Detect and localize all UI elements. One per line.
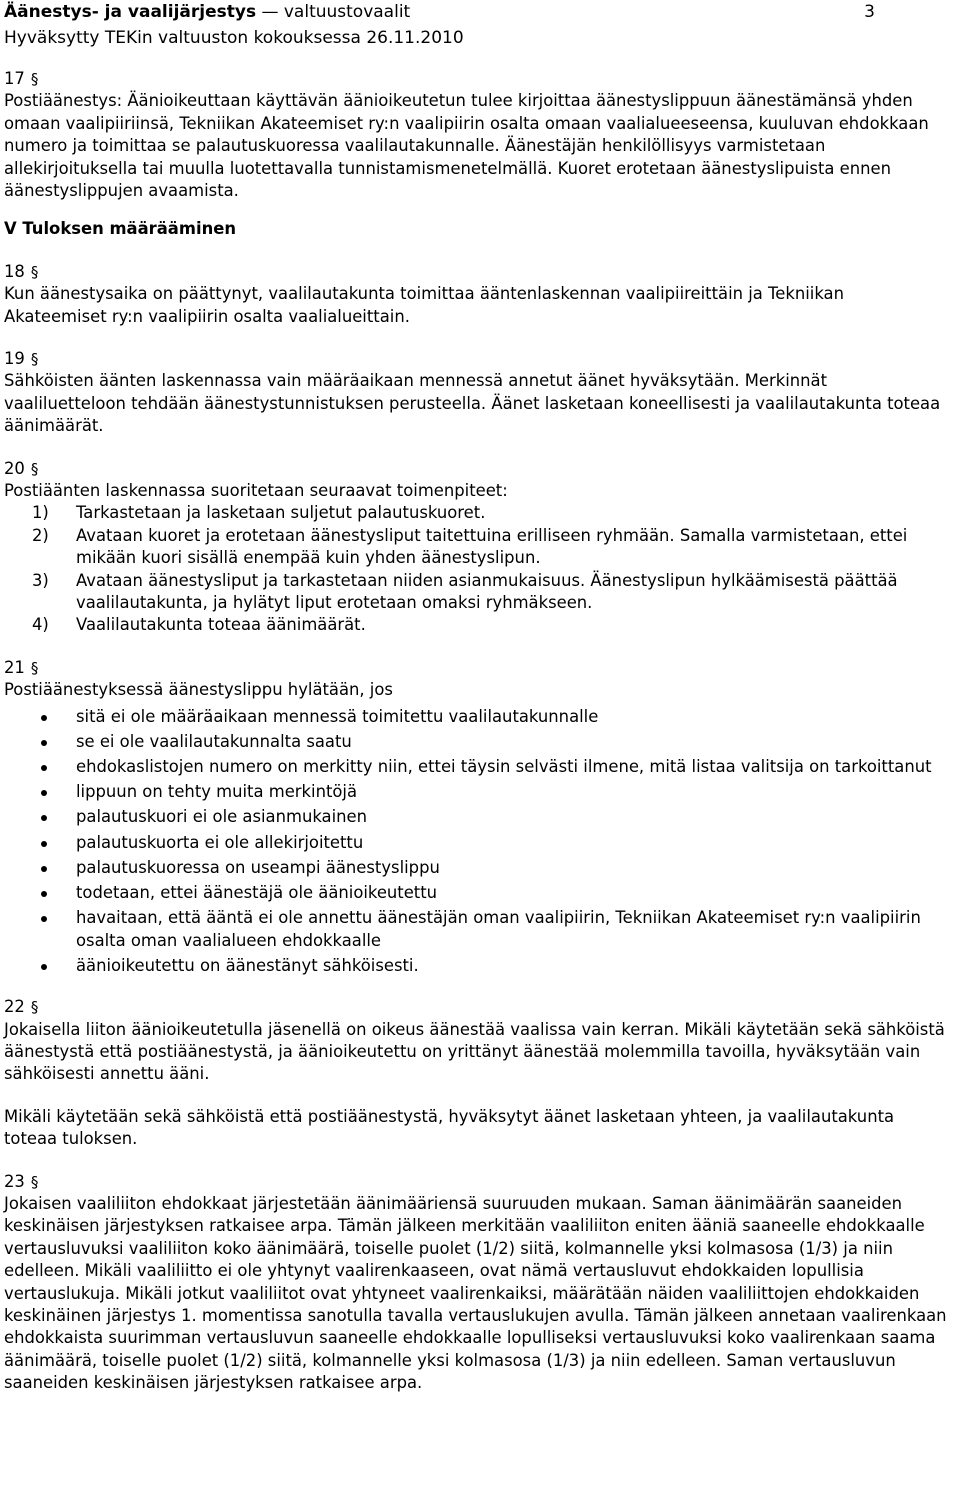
title-suffix: — valtuustovaalit (256, 2, 411, 22)
section-number (4, 261, 950, 283)
list-item (4, 570, 950, 615)
section-number-text: 21 (4, 657, 25, 677)
bullet-dot-icon (41, 916, 47, 922)
section-number-text: 22 (4, 997, 25, 1017)
bullet-item (4, 857, 950, 879)
list-item (4, 614, 950, 636)
item-number: 2) (32, 525, 49, 545)
bullet-dot-icon (41, 740, 47, 746)
bullet-text: palautuskuoressa on useampi äänestyslippu (76, 857, 440, 877)
bullet-text: se ei ole vaalilautakunnalta saatu (76, 731, 352, 751)
section-number (4, 68, 950, 90)
section-number-text: 17 (4, 69, 25, 88)
bullet-dot-icon (41, 866, 47, 872)
bullet-item (4, 781, 950, 803)
document-title (4, 1, 410, 23)
section-number (4, 996, 950, 1018)
title-main: Äänestys- ja vaalijärjestys (4, 2, 257, 22)
section-text: Sähköisten äänten laskennassa vain määräaikaan mennessä annetut äänet hyväksytään. Merkinnät vaaliluetteloon tehdään äänestystunnistuksen perusteella. Äänet lasketaan koneellisesti ja vaalilautakunta toteaa äänimäärät. (4, 371, 941, 436)
section-18 (4, 261, 950, 328)
item-text: Vaalilautakunta toteaa äänimäärät. (76, 615, 366, 635)
section-number (4, 348, 950, 370)
section-number (4, 458, 950, 480)
bullet-item (4, 832, 950, 854)
document-page (4, 0, 950, 1395)
bullet-dot-icon (41, 841, 47, 847)
bullet-dot-icon (41, 765, 47, 771)
page-number: 3 (864, 2, 875, 22)
section-19 (4, 348, 950, 438)
section-intro: Postiäänten laskennassa suoritetaan seuraavat toimenpiteet: (4, 481, 508, 501)
bullet-item (4, 731, 950, 753)
item-number: 4) (32, 615, 49, 635)
section-intro: Postiäänestyksessä äänestyslippu hylätään, jos (4, 680, 393, 700)
bullet-dot-icon (41, 815, 47, 821)
bullet-item (4, 907, 950, 952)
section-symbol: § (30, 459, 39, 478)
item-text: Tarkastetaan ja lasketaan suljetut palautuskuoret. (76, 503, 486, 523)
document-subtitle: Hyväksytty TEKin valtuuston kokouksessa 26.11.2010 (4, 28, 464, 48)
section-symbol: § (30, 1172, 39, 1191)
section-symbol: § (30, 658, 39, 677)
bullet-text: lippuun on tehty muita merkintöjä (76, 782, 358, 802)
bullet-text: palautuskuorta ei ole allekirjoitettu (76, 832, 364, 852)
section-number-text: 20 (4, 458, 25, 478)
list-item (4, 525, 950, 570)
item-number: 1) (32, 503, 49, 523)
numbered-list (4, 502, 950, 636)
chapter-heading: V Tuloksen määrääminen (4, 219, 237, 239)
section-number-text: 19 (4, 349, 25, 369)
section-20 (4, 458, 950, 637)
section-text: Jokaisen vaaliliiton ehdokkaat järjestetään äänimääriensä suuruuden mukaan. Saman äänimäärän saaneiden keskinäisen järjestyksen ratkaisee arpa. Tämän jälkeen merkitään vaaliliiton eniten ääniä saaneelle ehdokkaalle vertausluvuksi vaaliliiton koko äänimäärä, toiselle puolet (1/2) siitä, kolmannelle yksi kolmasosa (1/3) ja niin edelleen. Mikäli vaaliliitto ei ole yhtynyt vaalirenkaaseen, ovat nämä vertausluvut ehdokkaiden lopullisia vertauslukuja. Mikäli jotkut vaaliliitot ovat yhtyneet vaalirenkaiksi, määrätään näiden vaaliliittojen ehdokkaiden keskinäinen järjestys 1. momentissa sanotulla tavalla vertauslukujen avulla. Tämän jälkeen annetaan vaalirenkaan ehdokkaista suurimman vertausluvun saaneelle ehdokkaalle lopulliseksi vertausluvuksi koko vaalirenkaan saama äänimäärä, toiselle puolet (1/2) siitä, kolmannelle yksi kolmasosa (1/3) ja niin edelleen. Saman vertausluvun saaneiden keskinäisen järjestyksen ratkaisee arpa. (4, 1193, 947, 1393)
item-text: Avataan kuoret ja erotetaan äänestysliput taitettuina erilliseen ryhmään. Samalla varmistetaan, ettei mikään kuori sisällä enempää kuin yhden äänestyslipun. (76, 525, 908, 568)
bullet-dot-icon (41, 891, 47, 897)
bullet-item (4, 706, 950, 728)
item-text: Avataan äänestysliput ja tarkastetaan niiden asianmukaisuus. Äänestyslipun hylkäämisestä päättää vaalilautakunta, ja hylätyt liput erotetaan omaksi ryhmäkseen. (76, 570, 898, 613)
bullet-item (4, 806, 950, 828)
bullet-text: havaitaan, että ääntä ei ole annettu äänestäjän oman vaalipiirin, Tekniikan Akateemiset ry:n vaalipiirin osalta oman vaalialueen ehdokkaalle (76, 908, 921, 950)
section-number (4, 657, 950, 679)
bullet-dot-icon (41, 964, 47, 970)
section-text: Postiäänestys: Äänioikeuttaan käyttävän äänioikeutetun tulee kirjoittaa äänestyslippuun äänestämänsä yhden omaan vaalipiiriinsä, Tekniikan Akateemiset ry:n vaalipiirin osalta omaan vaalialueeseensa, kuuluvan ehdokkaan numero ja toimittaa se palautuskuoressa vaalilautakunnalle. Äänestäjän henkilöllisyys varmistetaan allekirjoituksella tai muulla luotettavalla tunnistamismenetelmällä. Kuoret erotetaan äänestyslipuista ennen äänestyslippujen avaamista. (4, 91, 929, 201)
bullet-text: sitä ei ole määräaikaan mennessä toimitettu vaalilautakunnalle (76, 706, 599, 726)
bullet-text: palautuskuori ei ole asianmukainen (76, 807, 368, 827)
section-text: Kun äänestysaika on päättynyt, vaalilautakunta toimittaa ääntenlaskennan vaalipiireittäin ja Tekniikan Akateemiset ry:n vaalipiirin osalta vaalialueittain. (4, 284, 844, 326)
bullet-list (4, 706, 950, 978)
item-number: 3) (32, 570, 49, 590)
section-23 (4, 1171, 950, 1395)
section-text-2: Mikäli käytetään sekä sähköistä että postiäänestystä, hyväksytyt äänet lasketaan yhteen, ja vaalilautakunta toteaa tuloksen. (4, 1106, 895, 1149)
bullet-dot-icon (41, 715, 47, 721)
list-item (4, 502, 950, 524)
section-21 (4, 657, 950, 977)
section-symbol: § (30, 262, 39, 281)
section-symbol: § (30, 70, 39, 88)
bullet-text: ehdokaslistojen numero on merkitty niin, ettei täysin selvästi ilmene, mitä listaa valitsija on tarkoittanut (76, 757, 932, 777)
bullet-item (4, 882, 950, 904)
section-22 (4, 996, 950, 1150)
bullet-text: todetaan, ettei äänestäjä ole äänioikeutettu (76, 883, 438, 903)
bullet-item (4, 955, 950, 977)
section-symbol: § (30, 350, 39, 369)
section-17 (4, 68, 950, 202)
bullet-text: äänioikeutettu on äänestänyt sähköisesti. (76, 955, 419, 975)
page-header (4, 0, 950, 48)
section-text: Jokaisella liiton äänioikeutetulla jäsenellä on oikeus äänestää vaalissa vain kerran. Mikäli käytetään sekä sähköistä äänestystä että postiäänestystä, ja äänioikeutettu on yrittänyt äänestää molemmilla tavoilla, hyväksytään vain sähköisesti annettu ääni. (4, 1019, 945, 1084)
section-number-text: 23 (4, 1171, 25, 1191)
section-number (4, 1171, 950, 1193)
section-symbol: § (30, 998, 39, 1017)
bullet-item (4, 756, 950, 778)
section-number-text: 18 (4, 261, 25, 281)
bullet-dot-icon (41, 790, 47, 796)
